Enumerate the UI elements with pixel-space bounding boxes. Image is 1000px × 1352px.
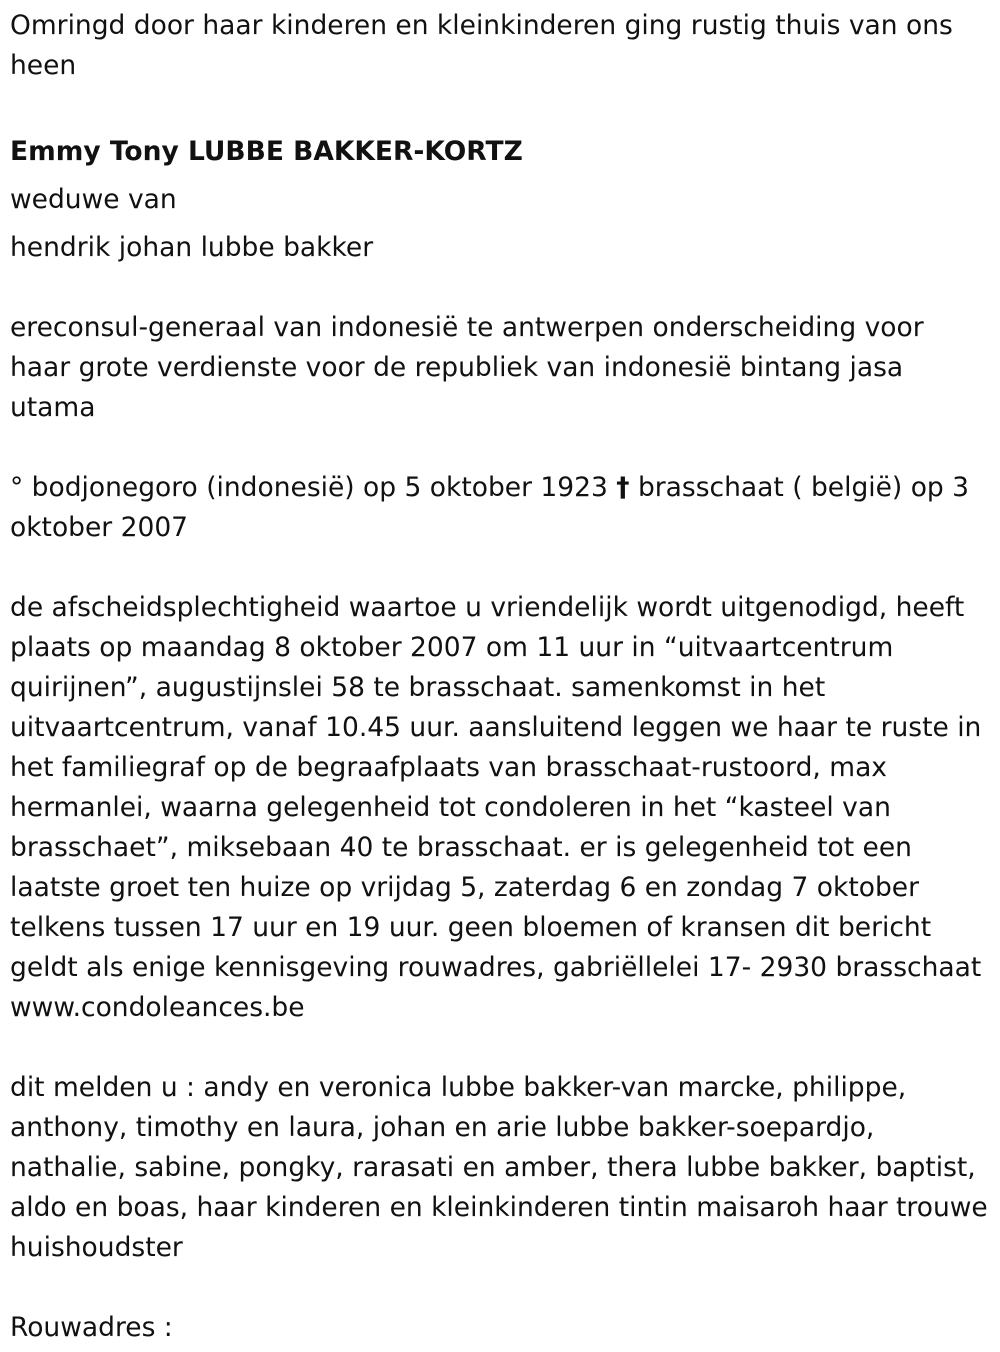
widow-label: weduwe van [10,184,177,215]
cross-icon: † [616,472,630,503]
mourning-address-label: Rouwadres : [10,1312,173,1343]
spouse-name: hendrik johan lubbe bakker [10,232,374,263]
spacer [10,268,990,308]
deceased-name: Emmy Tony LUBBE BAKKER-KORTZ [10,136,523,167]
spacer [10,1268,990,1308]
spacer [10,548,990,588]
spacer [10,428,990,468]
death-text: brasschaat ( belgië) op 3 oktober 2007 [10,472,970,543]
spacer [10,1028,990,1068]
birth-text: ° bodjonegoro (indonesië) op 5 oktober 1923 [10,472,608,503]
announcers-text: dit melden u : andy en veronica lubbe bakker-van marcke, philippe, anthony, timothy en laura, johan en arie lubbe bakker-soepardjo, nathalie, sabine, pongky, rarasati en amber, thera lubbe bakker, baptist, aldo en boas, haar kinderen en kleinkinderen tintin maisaroh haar trouwe huishoudster [10,1072,988,1263]
ceremony-text: de afscheidsplechtigheid waartoe u vriendelijk wordt uitgenodigd, heeft plaats op maandag 8 oktober 2007 om 11 uur in “uitvaartcentrum quirijnen”, augustijnslei 58 te brasschaat. samenkomst in het uitvaartcentrum, vanaf 10.45 uur. aansluitend leggen we haar te ruste in het familiegraf op de begraafplaats van brasschaat-rustoord, max hermanlei, waarna gelegenheid tot condoleren in het “kasteel van brasschaet”, miksebaan 40 te brasschaat. er is gelegenheid tot een laatste groet ten huize op vrijdag 5, zaterdag 6 en zondag 7 oktober telkens tussen 17 uur en 19 uur. geen bloemen of kransen dit bericht geldt als enige kennisgeving rouwadres, gabriëllelei 17- 2930 brasschaat www.condoleances.be [10,592,982,1023]
spacer [10,86,990,126]
honors-text: ereconsul-generaal van indonesië te antwerpen onderscheiding voor haar grote verdienste voor de republiek van indonesië bintang jasa utama [10,312,924,423]
birth-death-text [10,468,990,548]
intro-text: Omringd door haar kinderen en kleinkinderen ging rustig thuis van ons heen [10,10,953,81]
